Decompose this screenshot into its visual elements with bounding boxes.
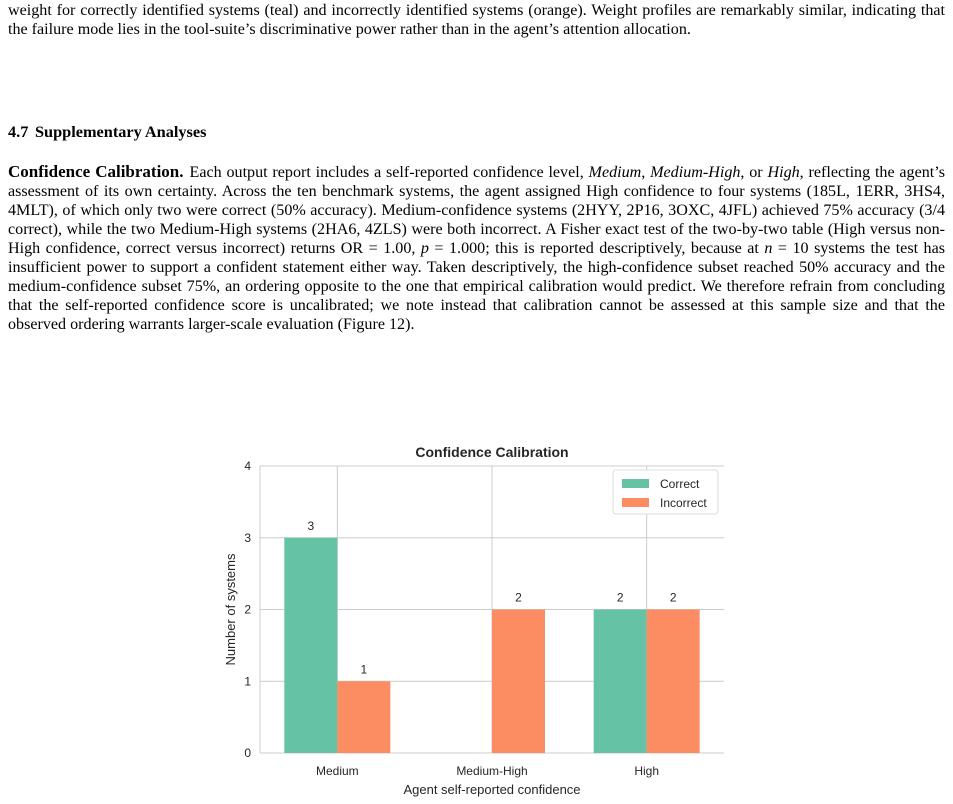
data-label: 2 [515, 590, 522, 605]
legend-swatch-incorrect [622, 498, 649, 507]
text-run: systems the test has insufficient power to support a confident statement either way. Taken descriptively, the high-confidence subset reached 50% accuracy and the medium-confidence subset 75%, an ordering opposite to the one that empirical calibration would predict. We therefore refrain from concluding that the self-reported confidence score is uncalibrated; we note instead that calibration cannot be assessed at this sample size and that the observed ordering warrants larger-scale evaluation (Figure 12). [8, 240, 945, 333]
x-tick-label: Medium [315, 764, 359, 778]
math-n: n [764, 240, 773, 257]
y-tick-label: 2 [244, 602, 251, 617]
legend-swatch-correct [622, 479, 649, 488]
text-run: Each output report includes a self-reported confidence level, [189, 164, 589, 181]
x-tick-label: Medium-High [456, 764, 528, 778]
math-eq: = 10 [772, 240, 809, 257]
math-p: p [420, 240, 429, 257]
y-tick-label: 4 [244, 459, 251, 473]
y-tick-label: 3 [244, 530, 251, 545]
bar-incorrect [337, 681, 390, 753]
text-run: , or [740, 164, 768, 181]
text-run: , reflecting the agent’s assessment of its own certainty. Across the ten benchmark systems, the agent assigned High confidence to four systems (185L, 1ERR, 3HS4, 4MLT), of which only two were correct (50% accuracy). Medium-confidence systems (2HYY, 2P16, 3OXC, 4JFL) achieved 75% accuracy (3/4 correct), while the two Medium-High systems (2HA6, 4ZLS) were both incorrect. A Fisher exact test of the two-by-two table (High versus non-High confidence, correct versus incorrect) returns OR = 1.00, [8, 164, 945, 257]
paragraph-runin-heading: Confidence Calibration. [8, 162, 184, 181]
bar-correct [594, 610, 647, 754]
section-number: 4.7 [8, 122, 29, 141]
calibration-paragraph [8, 162, 945, 334]
intro-paragraph: weight for correctly identified systems (teal) and incorrectly identified systems (orange). Weight profiles are remarkably similar, indicating that the failure mode lies in the tool-suite’s discriminative power rather than in the agent’s attention allocation. [8, 2, 945, 38]
level-high: High [767, 164, 800, 181]
level-medium-high: Medium-High [650, 164, 741, 181]
x-tick-label: High [634, 764, 660, 778]
bar-incorrect [647, 610, 700, 754]
data-label: 2 [669, 590, 677, 605]
data-label: 1 [360, 662, 368, 677]
figure-confidence-calibration [200, 432, 760, 804]
bar-chart [200, 432, 760, 804]
text-run: , [641, 164, 651, 181]
y-tick-label: 1 [244, 674, 251, 689]
level-medium: Medium [588, 164, 642, 181]
bar-correct [284, 538, 337, 753]
section-title: Supplementary Analyses [35, 122, 207, 141]
bar-incorrect [492, 610, 545, 754]
data-label: 3 [307, 518, 315, 533]
chart-title: Confidence Calibration [415, 444, 569, 460]
legend-label: Incorrect [660, 496, 707, 510]
y-axis-label: Number of systems [223, 553, 238, 666]
data-label: 2 [616, 590, 624, 605]
x-axis-label: Agent self-reported confidence [403, 782, 581, 797]
text-run: = 1.000; this is reported descriptively, because at [428, 240, 765, 257]
section-heading [8, 122, 206, 142]
legend-label: Correct [660, 477, 700, 491]
y-tick-label: 0 [244, 746, 251, 760]
